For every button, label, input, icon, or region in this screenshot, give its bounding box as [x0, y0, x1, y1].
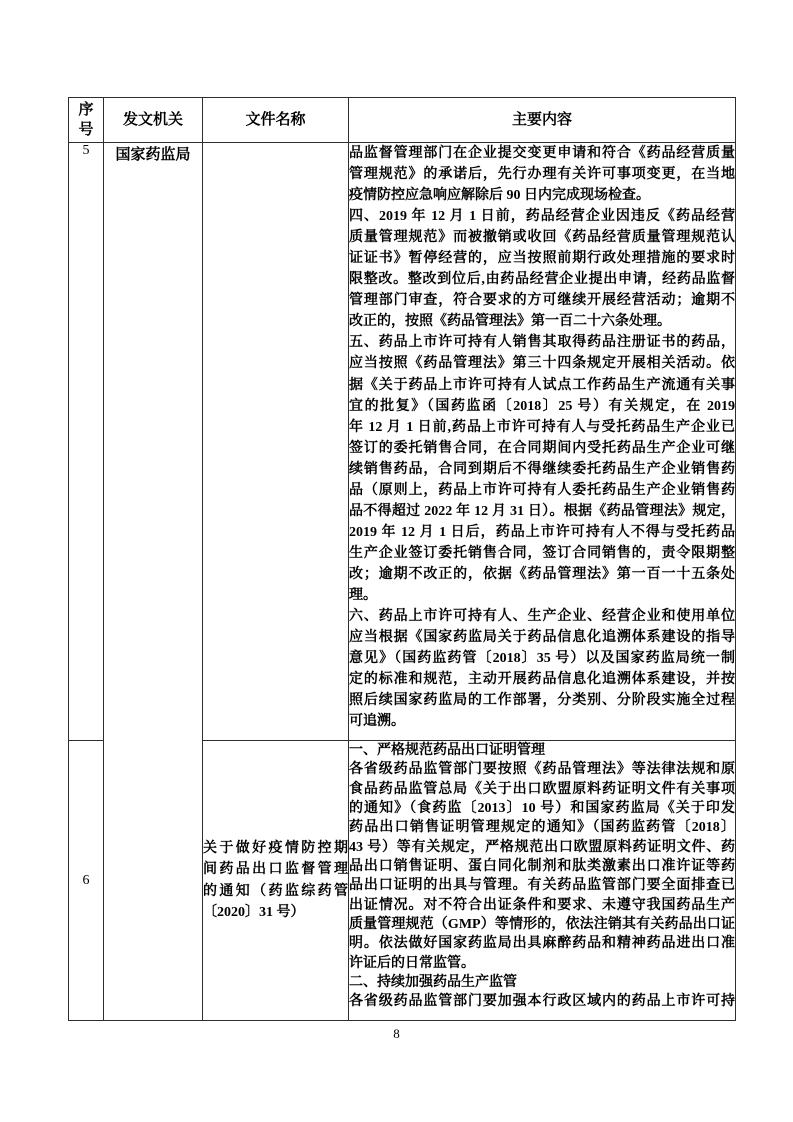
text-line: 质量管理规范》而被撤销或收回《药品经营质量管理规范认	[349, 230, 735, 246]
text-line: 品（原则上，药品上市许可持有人委托药品生产企业销售药	[349, 482, 735, 498]
text-line: 五、药品上市许可持有人销售其取得药品注册证书的药品，	[349, 335, 735, 351]
text-line: 品不得超过 2022 年 12 月 31 日）。根据《药品管理法》规定，	[349, 503, 735, 519]
header-main-content: 主要内容	[349, 98, 736, 143]
text-line: 宜的批复》（国药监函〔2018〕25 号）有关规定，在 2019	[349, 398, 735, 414]
text-line: 改正的，按照《药品管理法》第一百二十六条处理。	[349, 314, 671, 330]
text-line: 关于做好疫情防控期	[203, 840, 348, 856]
text-line: 各省级药品监管部门要按照《药品管理法》等法律法规和原	[349, 762, 735, 778]
text-line: 照后续国家药监局的工作部署，分类别、分阶段实施全过程	[349, 693, 735, 709]
text-line: 〔2020〕31 号）	[203, 905, 305, 920]
header-document-name: 文件名称	[203, 98, 349, 143]
text-line: 年 12 月 1 日前,药品上市许可持有人与受托药品生产企业已	[349, 419, 735, 435]
text-line: 证证书》暂停经营的，应当按照前期行政处理措施的要求时	[349, 251, 735, 267]
document-name-cell-5	[203, 143, 349, 741]
text-line: 改；逾期不改正的，依据《药品管理法》第一百一十五条处	[349, 566, 735, 582]
main-content-cell-6	[349, 741, 736, 1021]
issuing-agency-cell: 国家药监局	[104, 143, 203, 1021]
text-line: 的通知》（食药监〔2013〕10 号）和国家药监局《关于印发	[349, 801, 735, 817]
text-line: 间药品出口监督管理	[203, 862, 348, 877]
page-number: 8	[393, 1026, 400, 1041]
document-name-cell-6	[203, 741, 349, 1021]
text-line: 质量管理规范（GMP）等情形的，依法注销其有关药品出口证	[349, 917, 735, 933]
header-issuing-agency: 发文机关	[104, 98, 203, 143]
text-line: 的通知（药监综药管	[203, 883, 348, 899]
text-line: 品出口证明的出具与管理。有关药品监管部门要全面排查已	[349, 878, 735, 894]
text-line: 应当按照《药品管理法》第三十四条规定开展相关活动。依	[349, 356, 735, 372]
header-serial-line1: 序	[78, 102, 94, 118]
text-line: 据《关于药品上市许可持有人试点工作药品生产流通有关事	[349, 377, 735, 393]
header-serial-number	[69, 98, 104, 143]
text-line: 明。依法做好国家药监局出具麻醉药品和精神药品进出口准	[349, 936, 735, 952]
text-line: 食品药品监管总局《关于出口欧盟原料药证明文件有关事项	[349, 781, 735, 797]
serial-number-5: 5	[69, 143, 104, 741]
table-header-row	[69, 98, 736, 143]
text-line: 药品出口销售证明管理规定的通知》（国药监药管〔2018〕	[349, 820, 735, 836]
regulation-table	[68, 97, 736, 1021]
text-line: 可追溯。	[349, 714, 405, 730]
text-line: 续销售药品，合同到期后不得继续委托药品生产企业销售药	[349, 461, 735, 477]
text-line: 许证后的日常监管。	[349, 955, 475, 971]
text-line: 定的标准和规范，主动开展药品信息化追溯体系建设，并按	[349, 672, 735, 688]
header-serial-line2: 号	[78, 122, 94, 138]
main-content-cell-5	[349, 143, 736, 741]
text-line: 应当根据《国家药监局关于药品信息化追溯体系建设的指导	[349, 630, 735, 646]
text-line: 理。	[349, 587, 377, 603]
table-row-5	[69, 143, 736, 741]
text-line: 意见》（国药监药管〔2018〕35 号）以及国家药监局统一制	[349, 651, 735, 667]
text-line: 一、严格规范药品出口证明管理	[349, 743, 545, 758]
text-line: 管理部门审查，符合要求的方可继续开展经营活动；逾期不	[349, 293, 735, 309]
text-line: 六、药品上市许可持有人、生产企业、经营企业和使用单位	[349, 609, 735, 625]
text-line: 各省级药品监管部门要加强本行政区域内的药品上市许可持	[349, 994, 735, 1010]
text-line: 品出口销售证明、蛋白同化制剂和肽类激素出口准许证等药	[349, 859, 735, 875]
text-line: 限整改。整改到位后,由药品经营企业提出申请，经药品监督	[349, 272, 735, 288]
text-line: 疫情防控应急响应解除后 90 日内完成现场检查。	[349, 188, 650, 204]
text-line: 43 号）等有关规定，严格规范出口欧盟原料药证明文件、药	[349, 839, 735, 855]
text-line: 管理规范》的承诺后，先行办理有关许可事项变更，在当地	[349, 167, 735, 183]
text-line: 生产企业签订委托销售合同，签订合同销售的，责令限期整	[349, 545, 735, 561]
text-line: 签订的委托销售合同，在合同期间内受托药品生产企业可继	[349, 440, 735, 456]
text-line: 品监督管理部门在企业提交变更申请和符合《药品经营质量	[349, 146, 735, 161]
text-line: 二、持续加强药品生产监管	[349, 975, 517, 991]
text-line: 2019 年 12 月 1 日后，药品上市许可持有人不得与受托药品	[349, 524, 735, 540]
serial-number-6: 6	[69, 741, 104, 1021]
text-line: 出证情况。对不符合出证条件和要求、未遵守我国药品生产	[349, 897, 735, 913]
text-line: 四、2019 年 12 月 1 日前，药品经营企业因违反《药品经营	[349, 209, 735, 225]
